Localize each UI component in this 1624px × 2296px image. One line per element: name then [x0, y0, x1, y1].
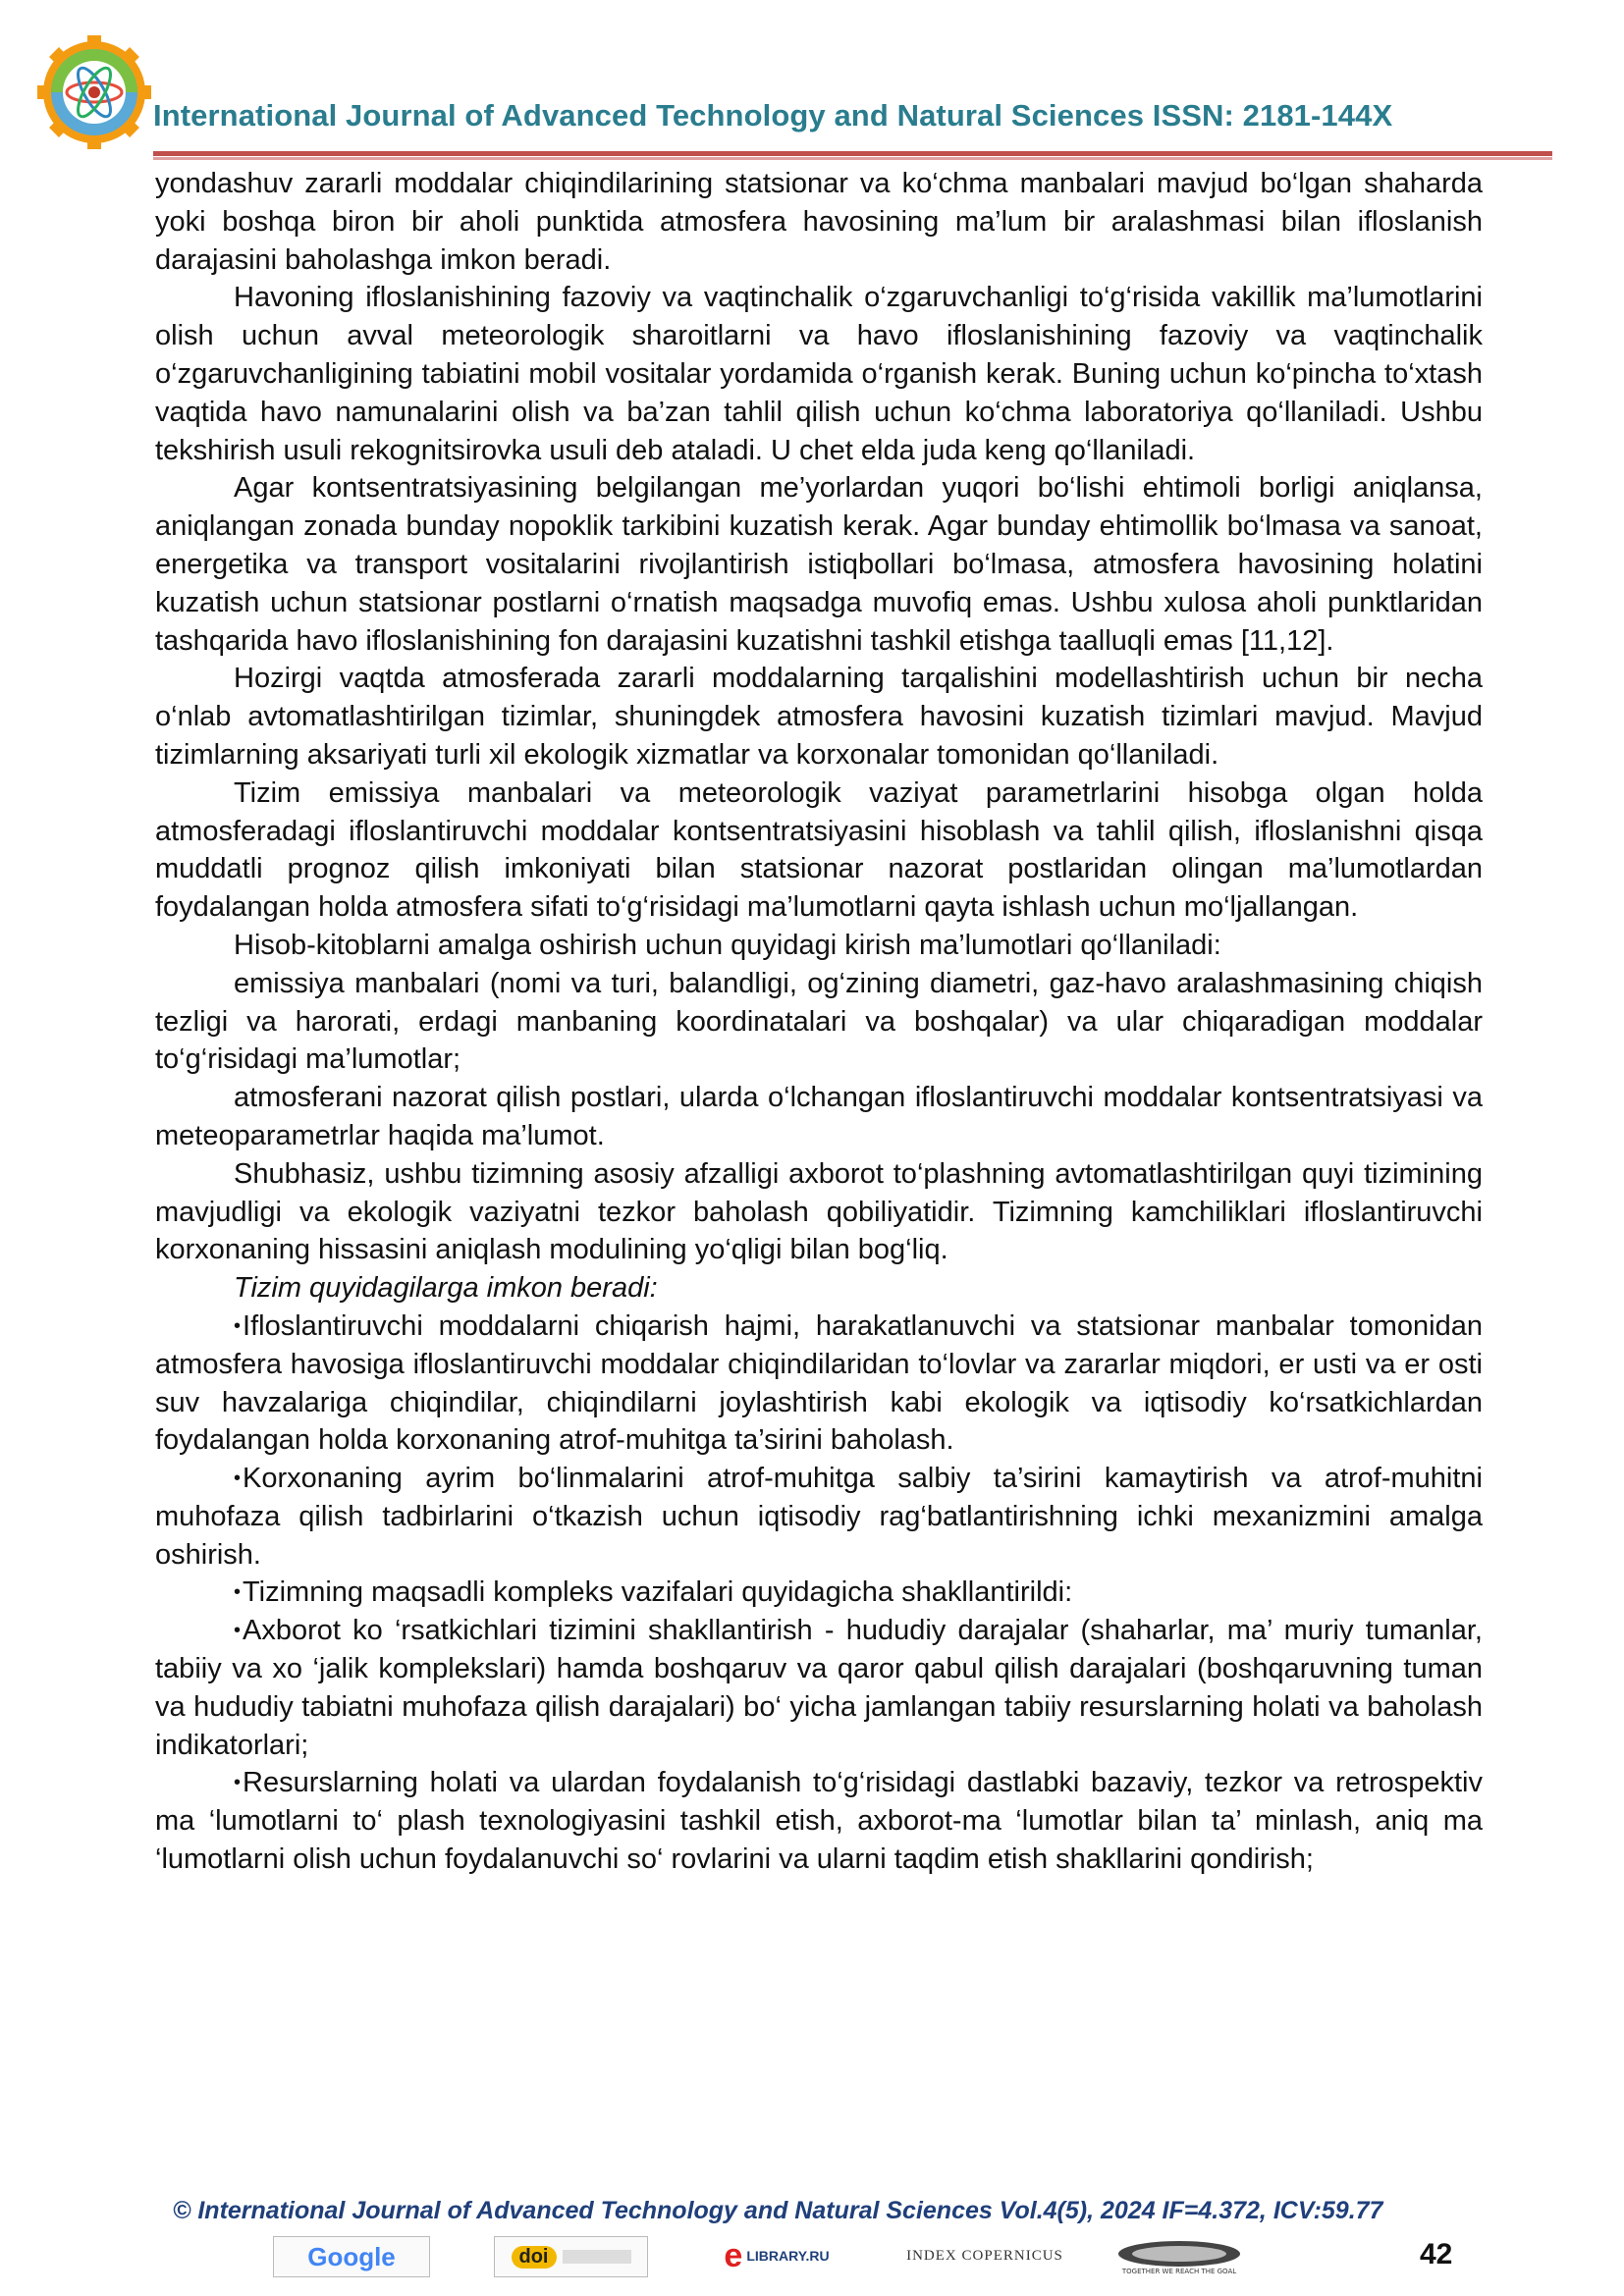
- bullet-item: [155, 1574, 1483, 1612]
- bullet-text: Axborot ko ‘rsatkichlari tizimini shakllantirish - hududiy darajalar (shaharlar, ma’ muriy tumanlar, tabiiy va xo ‘jalik komplekslari) hamda boshqaruv va qaror qabul qilish darajalari (boshqaruvning tuman va hududiy tabiatni muhofaza qilish darajalari) bo‘ yicha jamlangan tabiiy resurslarning holati va baholash indikatorlari;: [155, 1615, 1483, 1761]
- paragraph: atmosferani nazorat qilish postlari, ularda o‘lchangan ifloslantiruvchi moddalar kontsentratsiyasi va meteoparametrlar haqida ma’lumot.: [155, 1082, 1483, 1151]
- paragraph: Hisob-kitoblarni amalga oshirish uchun quyidagi kirish ma’lumotlari qo‘llaniladi:: [234, 929, 1221, 961]
- page-number: 42: [1420, 2238, 1453, 2270]
- bullet-item: [155, 1764, 1483, 1878]
- elibrary-e-icon: e: [724, 2236, 743, 2274]
- doi-logo: [494, 2236, 648, 2277]
- footer-citation: © International Journal of Advanced Technology and Natural Sciences Vol.4(5), 2024 IF=4.372, ICV:59.77: [173, 2197, 1383, 2224]
- elibrary-label: LIBRARY.RU: [746, 2248, 830, 2264]
- journal-title: International Journal of Advanced Technology and Natural Sciences ISSN: 2181-144X: [153, 98, 1393, 133]
- impact-factor-logo: [1106, 2236, 1253, 2275]
- doi-text-placeholder: [563, 2250, 631, 2264]
- impact-logo-icon: [1106, 2236, 1253, 2275]
- header-divider-shadow: [153, 157, 1552, 160]
- indexing-logos: [273, 2236, 1255, 2279]
- bullet-item: [155, 1460, 1483, 1574]
- bullet-icon: •: [234, 1581, 242, 1604]
- paragraph: Tizim emissiya manbalari va meteorologik vaziyat parametrlarini hisobga olgan holda atmosferadagi ifloslantiruvchi moddalar kontsentratsiyasini hisoblash va tahlil qilish, ifloslanishni qisqa muddatli prognoz qilish imkoniyati bilan statsionar nazorat postlaridan olingan ma’lumotlardan foydalangan holda atmosfera sifati to‘g‘risidagi ma’lumotlarni qayta ishlash uchun mo‘ljallangan.: [155, 776, 1483, 924]
- index-copernicus-logo: INDEX COPERNICUS: [906, 2247, 1063, 2264]
- bullet-text: Korxonaning ayrim bo‘linmalarini atrof-muhitga salbiy ta’sirini kamaytirish va atrof-muhitni muhofaza qilish tadbirlarini o‘tkazish uchun iqtisodiy rag‘batlantirishning ichki mexanizmini amalga oshirish.: [155, 1463, 1483, 1571]
- paragraph: emissiya manbalari (nomi va turi, balandligi, og‘zining diametri, gaz-havo aralashmasining chiqish tezligi va harorati, erdagi manbaning koordinatalari va boshqalar) va ular chiqaradigan moddalar to‘g‘risidagi ma’lumotlar;: [155, 967, 1483, 1076]
- paragraph: Shubhasiz, ushbu tizimning asosiy afzalligi axborot to‘plashning avtomatlashtirilgan quyi tizimining mavjudligi va ekologik vaziyatni tezkor baholash qobiliyatidir. Tizimning kamchiliklari ifloslantiruvchi korxonaning hissasini aniqlash modulining yo‘qligi bilan bog‘liq.: [155, 1157, 1483, 1266]
- journal-logo-icon: [37, 35, 151, 149]
- bullet-text: Ifloslantiruvchi moddalarni chiqarish hajmi, harakatlanuvchi va statsionar manbalar tomonidan atmosfera havosiga ifloslantiruvchi moddalar chiqindilaridan to‘lovlar va zararlar miqdori, er usti va er osti suv havzalariga chiqindilar, chiqindilarni joylashtirish kabi ekologik va iqtisodiy ko‘rsatkichlardan foydalangan holda korxonaning atrof-muhitga ta’sirini baholash.: [155, 1309, 1483, 1457]
- paragraph: yondashuv zararli moddalar chiqindilarining statsionar va ko‘chma manbalari mavjud bo‘lgan shaharda yoki boshqa biron bir aholi punktida atmosfera havosining ma’lum bir aralashmasi bilan ifloslanish darajasini baholashga imkon beradi.: [155, 168, 1483, 276]
- doi-badge: doi: [512, 2246, 557, 2269]
- elibrary-logo: [698, 2236, 855, 2275]
- paragraph: Havoning ifloslanishining fazoviy va vaqtinchalik o‘zgaruvchanligi to‘g‘risida vakillik ma’lumotlarini olish uchun avval meteorologik sharoitlarni va havo ifloslanishining fazoviy va vaqtinchalik o‘zgaruvchanligining tabiatini mobil vositalar yordamida o‘rganish kerak. Buning uchun ko‘pincha to‘xtash vaqtida havo namunalarini olish va ba’zan tahlil qilish uchun ko‘chma laboratoriya qo‘llaniladi. Ushbu tekshirish usuli rekognitsirovka usuli deb ataladi. U chet elda juda keng qo‘llaniladi.: [155, 282, 1483, 466]
- bullet-icon: •: [234, 1620, 242, 1642]
- bullet-text: Tizimning maqsadli kompleks vazifalari quyidagicha shakllantirildi:: [243, 1576, 1073, 1609]
- paragraph: Hozirgi vaqtda atmosferada zararli moddalarning tarqalishini modellashtirish uchun bir necha o‘nlab avtomatlashtirilgan tizimlar, shuningdek atmosfera havosini kuzatish tizimlari mavjud. Mavjud tizimlarning aksariyati turli xil ekologik xizmatlar va korxonalar tomonidan qo‘llaniladi.: [155, 663, 1483, 771]
- bullet-icon: •: [234, 1314, 242, 1337]
- bullet-text: Resurslarning holati va ulardan foydalanish to‘g‘risidagi dastlabki bazaviy, tezkor va retrospektiv ma ‘lumotlarni to‘ plash texnologiyasini tashkil etish, axborot-ma ‘lumotlar bilan ta’ minlash, aniq ma ‘lumotlarni olish uchun foydalanuvchi so‘ rovlarini va ularni taqdim etish shakllarini qondirish;: [155, 1767, 1483, 1876]
- bullet-icon: •: [234, 1772, 242, 1794]
- bullet-item: [155, 1612, 1483, 1764]
- header-divider: [153, 151, 1552, 156]
- impact-caption: TOGETHER WE REACH THE GOAL: [1121, 2268, 1237, 2275]
- paragraph: Agar kontsentratsiyasining belgilangan me’yorlardan yuqori bo‘lishi ehtimoli borligi aniqlansa, aniqlangan zonada bunday nopoklik tarkibini kuzatish kerak. Agar bunday ehtimollik bo‘lmasa va sanoat, energetika va transport vositalarini rivojlantirish istiqbollari bo‘lmasa, atmosfera havosining holatini kuzatish uchun statsionar postlarni o‘rnatish maqsadga muvofiq emas. Ushbu xulosa aholi punktlaridan tashqarida havo ifloslanishining fon darajasini kuzatishni tashkil etishga taalluqli emas [11,12].: [155, 472, 1483, 657]
- page-header: [37, 35, 1530, 168]
- bullet-icon: •: [234, 1468, 242, 1490]
- section-lead: Tizim quyidagilarga imkon beradi:: [234, 1272, 658, 1305]
- article-body: [155, 165, 1483, 1879]
- bullet-item: [155, 1308, 1483, 1460]
- google-scholar-logo: Google: [273, 2236, 430, 2277]
